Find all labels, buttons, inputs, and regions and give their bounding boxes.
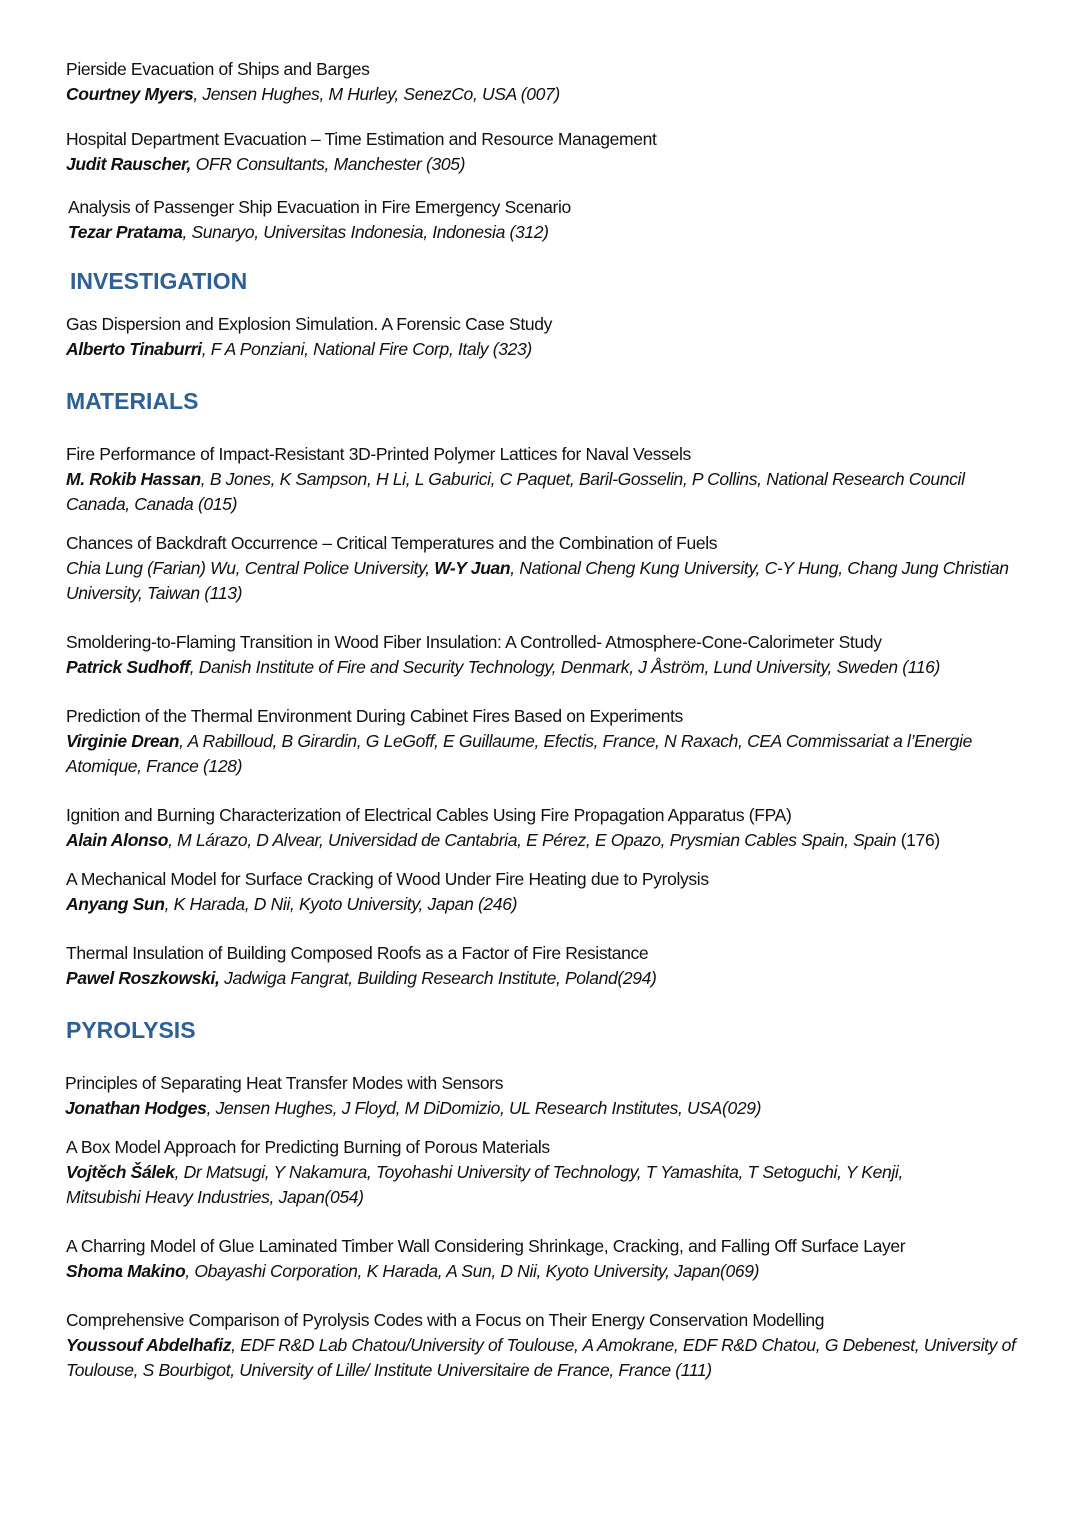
paper-title: Principles of Separating Heat Transfer Modes with Sensors [65,1073,504,1093]
paper-authors [65,1096,1025,1121]
lead-author: Courtney Myers [66,84,194,104]
paper-title: Pierside Evacuation of Ships and Barges [66,59,370,79]
paper-title: Comprehensive Comparison of Pyrolysis Codes with a Focus on Their Energy Conservation Modelling [66,1310,825,1330]
paper-entry [66,803,1026,853]
paper-title: Thermal Insulation of Building Composed Roofs as a Factor of Fire Resistance [66,943,649,963]
lead-author: Jonathan Hodges [65,1098,207,1118]
paper-title: Analysis of Passenger Ship Evacuation in Fire Emergency Scenario [68,197,571,217]
co-authors: , F A Ponziani, National Fire Corp, Italy (323) [201,339,532,359]
first-authors: Chia Lung (Farian) Wu, Central Police University, [66,558,435,578]
lead-author: Virginie Drean [66,731,180,751]
paper-authors [66,1160,926,1210]
paper-authors [66,1259,1026,1284]
paper-authors [66,467,1026,517]
paper-entry [66,57,1026,107]
paper-entry [66,127,1026,177]
lead-author: Anyang Sun [66,894,165,914]
paper-authors [66,655,1026,680]
paper-title: Hospital Department Evacuation – Time Estimation and Resource Management [66,129,657,149]
paper-title: Ignition and Burning Characterization of Electrical Cables Using Fire Propagation Apparatus (FPA) [66,805,792,825]
paper-title: A Charring Model of Glue Laminated Timber Wall Considering Shrinkage, Cracking, and Falling Off Surface Layer [66,1236,906,1256]
co-authors: Jadwiga Fangrat, Building Research Institute, Poland(294) [219,968,657,988]
paper-title: A Box Model Approach for Predicting Burning of Porous Materials [66,1137,550,1157]
co-authors: , B Jones, K Sampson, H Li, L Gaburici, C Paquet, Baril-Gosselin, P Collins, National Research Council Canada, Canada (015) [66,469,965,514]
paper-title: A Mechanical Model for Surface Cracking of Wood Under Fire Heating due to Pyrolysis [66,869,709,889]
co-authors: , Danish Institute of Fire and Security Technology, Denmark, J Åström, Lund University, Sweden (116) [189,657,941,677]
co-authors: , Sunaryo, Universitas Indonesia, Indonesia (312) [182,222,549,242]
paper-entry [66,630,1026,680]
paper-title: Gas Dispersion and Explosion Simulation. A Forensic Case Study [66,314,553,334]
lead-author: Vojtěch Šálek [66,1162,175,1182]
paper-number: (176) [896,830,940,850]
co-authors: , Jensen Hughes, M Hurley, SenezCo, USA (007) [193,84,560,104]
paper-entry [66,442,1026,517]
lead-author: Tezar Pratama [68,222,183,242]
lead-author: Alberto Tinaburri [66,339,202,359]
paper-title: Fire Performance of Impact-Resistant 3D-Printed Polymer Lattices for Naval Vessels [66,444,691,464]
paper-authors [66,729,1026,779]
paper-authors [66,337,1026,362]
paper-authors [66,892,1026,917]
paper-authors [66,152,1026,177]
paper-entry [66,1308,1026,1383]
co-authors: , K Harada, D Nii, Kyoto University, Japan (246) [164,894,518,914]
section-heading-pyrolysis: PYROLYSIS [66,1017,196,1043]
paper-entry [66,1135,926,1210]
paper-title: Chances of Backdraft Occurrence – Critical Temperatures and the Combination of Fuels [66,533,718,553]
paper-entry [66,531,1026,606]
co-authors: , Obayashi Corporation, K Harada, A Sun, D Nii, Kyoto University, Japan(069) [185,1261,760,1281]
lead-author: Shoma Makino [66,1261,186,1281]
paper-authors [66,82,1026,107]
co-authors: , A Rabilloud, B Girardin, G LeGoff, E Guillaume, Efectis, France, N Raxach, CEA Commissariat a l’Energie Atomique, France (128) [66,731,972,776]
paper-title: Smoldering-to-Flaming Transition in Wood Fiber Insulation: A Controlled- Atmosphere-Cone-Calorimeter Study [66,632,882,652]
lead-author: Judit Rauscher, [66,154,192,174]
paper-entry [66,312,1026,362]
paper-entry [66,1234,1026,1284]
paper-entry [66,941,1026,991]
lead-author: M. Rokib Hassan [66,469,201,489]
lead-author: Alain Alonso [66,830,169,850]
co-authors: , Jensen Hughes, J Floyd, M DiDomizio, UL Research Institutes, USA(029) [206,1098,762,1118]
paper-title: Prediction of the Thermal Environment During Cabinet Fires Based on Experiments [66,706,683,726]
paper-entry [66,704,1026,779]
section-heading-materials: MATERIALS [66,388,199,414]
section-heading-investigation: INVESTIGATION [70,268,248,294]
lead-author: Pawel Roszkowski, [66,968,220,988]
lead-author: W-Y Juan [434,558,511,578]
co-authors: , M Lárazo, D Alvear, Universidad de Cantabria, E Pérez, E Opazo, Prysmian Cables Spain, Spain [168,830,897,850]
paper-authors [66,556,1026,606]
paper-authors [66,966,1026,991]
paper-entry [68,195,1028,245]
lead-author: Patrick Sudhoff [66,657,190,677]
co-authors: , EDF R&D Lab Chatou/University of Toulouse, A Amokrane, EDF R&D Chatou, G Debenest, University of Toulouse, S Bourbigot, University of Lille/ Institute Universitaire de France, France (111) [66,1335,1016,1380]
paper-authors [66,1333,1026,1383]
co-authors: , National Cheng Kung University, C-Y Hung, Chang Jung Christian University, Taiwan (113) [66,558,1009,603]
paper-entry [66,867,1026,917]
paper-authors [68,220,1028,245]
co-authors: , Dr Matsugi, Y Nakamura, Toyohashi University of Technology, T Yamashita, T Setoguchi, Y Kenji, Mitsubishi Heavy Industries, Japan(054) [66,1162,903,1207]
paper-entry [65,1071,1025,1121]
co-authors: OFR Consultants, Manchester (305) [191,154,466,174]
lead-author: Youssouf Abdelhafiz [66,1335,232,1355]
paper-authors [66,828,1026,853]
